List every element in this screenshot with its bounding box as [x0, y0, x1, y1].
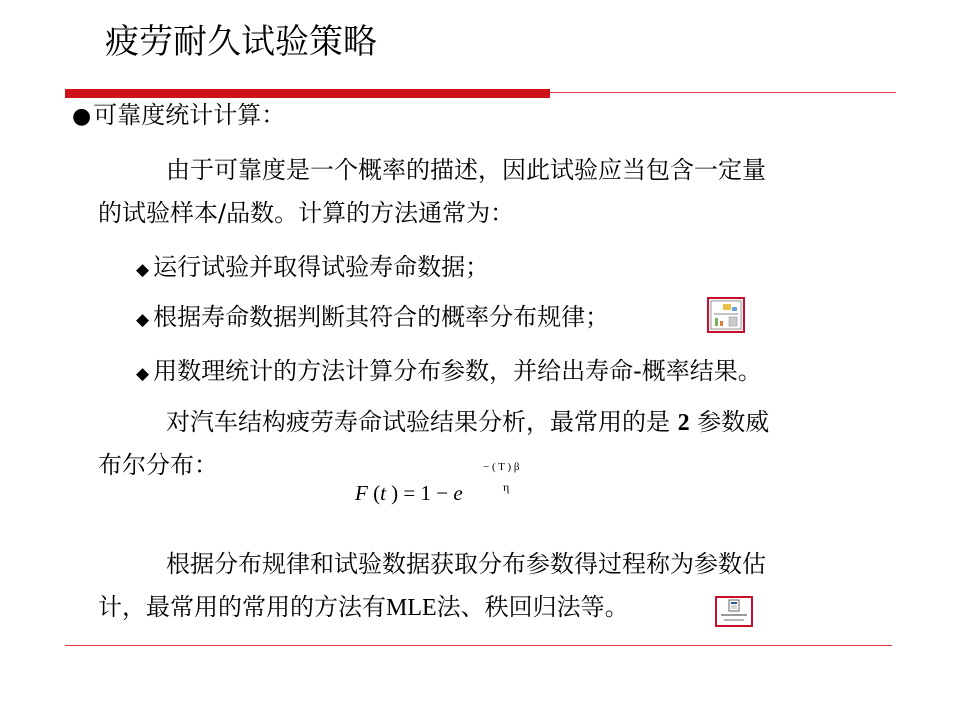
paragraph1-line2: 的试验样本/品数。计算的方法通常为： — [98, 199, 515, 227]
bullet-item — [136, 354, 762, 391]
diamond-bullet-icon: ◆ — [136, 364, 150, 384]
paragraph3-text: 法、秩回归法等。 — [436, 593, 629, 621]
word-document-icon[interactable] — [715, 596, 753, 627]
paragraph3-text: 计，最常用的常用的方法有 — [98, 593, 386, 621]
bullet-item-text: 运行试验并取得试验寿命数据； — [153, 253, 490, 281]
title-underline-thin — [550, 92, 896, 93]
paragraph1-line1: 由于可靠度是一个概率的描述，因此试验应当包含一定量 — [166, 156, 766, 184]
paragraph2-text: 对汽车结构疲劳寿命试验结果分析，最常用的是 — [166, 408, 678, 436]
parameter-count: 2 — [677, 410, 690, 436]
formula-body: ) = 1 − — [385, 481, 454, 505]
section-heading-text: 可靠度统计计算： — [93, 101, 286, 129]
bullet-item — [136, 300, 609, 337]
mle-label: MLE — [386, 595, 437, 621]
section-heading — [72, 98, 285, 134]
page-title: 疲劳耐久试验策略 — [105, 22, 377, 62]
formula-eta: η — [503, 480, 510, 494]
bullet-item — [136, 250, 489, 287]
formula-main: F (t ) = 1 − e — [355, 481, 463, 505]
bullet-item-text: 根据寿命数据判断其符合的概率分布规律； — [153, 303, 610, 331]
paragraph3-line1: 根据分布规律和试验数据获取分布参数得过程称为参数估 — [166, 550, 766, 578]
paragraph2-text: 参数威 — [689, 408, 770, 436]
bullet-item-text: 用数理统计的方法计算分布参数，并给出寿命-概率结果。 — [153, 357, 762, 385]
formula-e: e — [453, 481, 463, 505]
paragraph2-line2: 布尔分布： — [98, 451, 218, 479]
title-underline-thick — [65, 89, 550, 98]
formula-exponent: − ( T ) β — [483, 461, 520, 473]
bullet-dot: ● — [72, 104, 92, 129]
paragraph2-line1 — [166, 405, 769, 440]
chart-object-icon[interactable] — [707, 297, 745, 333]
paragraph3-line2 — [98, 590, 629, 625]
footer-divider — [65, 645, 892, 646]
diamond-bullet-icon: ◆ — [136, 260, 150, 280]
formula-t: t — [380, 481, 386, 505]
formula-F: F — [355, 481, 368, 505]
diamond-bullet-icon: ◆ — [136, 310, 150, 330]
